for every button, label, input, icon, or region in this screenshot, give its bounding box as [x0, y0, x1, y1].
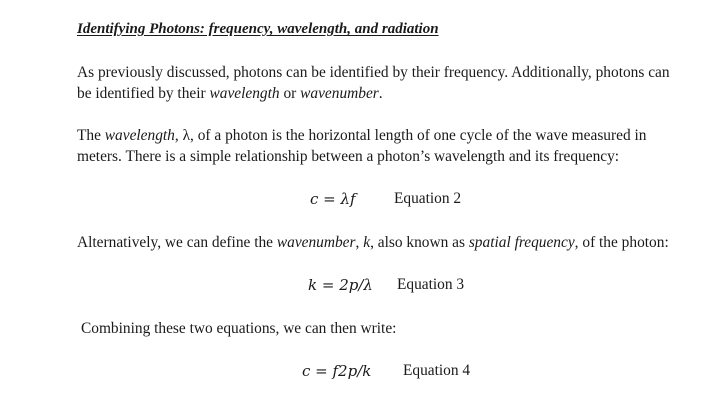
term-wavenumber: wavenumber	[276, 234, 356, 251]
equation-label: Equation 3	[397, 276, 465, 293]
paragraph-combining: Combining these two equations, we can then write:	[81, 320, 397, 337]
text-run: be identified by their	[77, 85, 210, 102]
term-wavelength: wavelength	[209, 85, 280, 102]
equation-formula: c = f2p/k	[302, 362, 372, 380]
text-run: Alternatively, we can define the	[77, 234, 277, 251]
paragraph-line	[77, 125, 697, 146]
term-wavenumber: wavenumber	[300, 85, 379, 102]
term-wavelength: wavelength	[104, 127, 175, 144]
equation-label: Equation 2	[394, 190, 462, 207]
term-spatial-frequency: spatial frequency	[468, 234, 575, 251]
text-run: ,	[355, 234, 364, 251]
equation-formula: c = λf	[310, 190, 356, 208]
text-run: , λ, of a photon is the horizontal length of one cycle of the wave measured in	[174, 127, 647, 144]
paragraph-wavelength	[77, 125, 697, 167]
symbol-k: k	[363, 234, 371, 251]
text-run: .	[378, 85, 383, 102]
paragraph-line	[77, 83, 697, 104]
paragraph-line: As previously discussed, photons can be identified by their frequency. Additionally, photons can	[77, 64, 670, 81]
text-run: , of the photon:	[574, 234, 669, 251]
paragraph-line: meters. There is a simple relationship between a photon’s wavelength and its frequency:	[77, 148, 620, 165]
paragraph-wavenumber	[77, 232, 697, 253]
equation-label: Equation 4	[403, 362, 471, 379]
section-heading: Identifying Photons: frequency, wavelength, and radiation	[77, 21, 439, 37]
text-run: or	[279, 85, 301, 102]
text-run: The	[77, 127, 105, 144]
text-run: , also known as	[370, 234, 469, 251]
paragraph-identification	[77, 62, 697, 104]
equation-formula: k = 2p/λ	[308, 276, 373, 294]
